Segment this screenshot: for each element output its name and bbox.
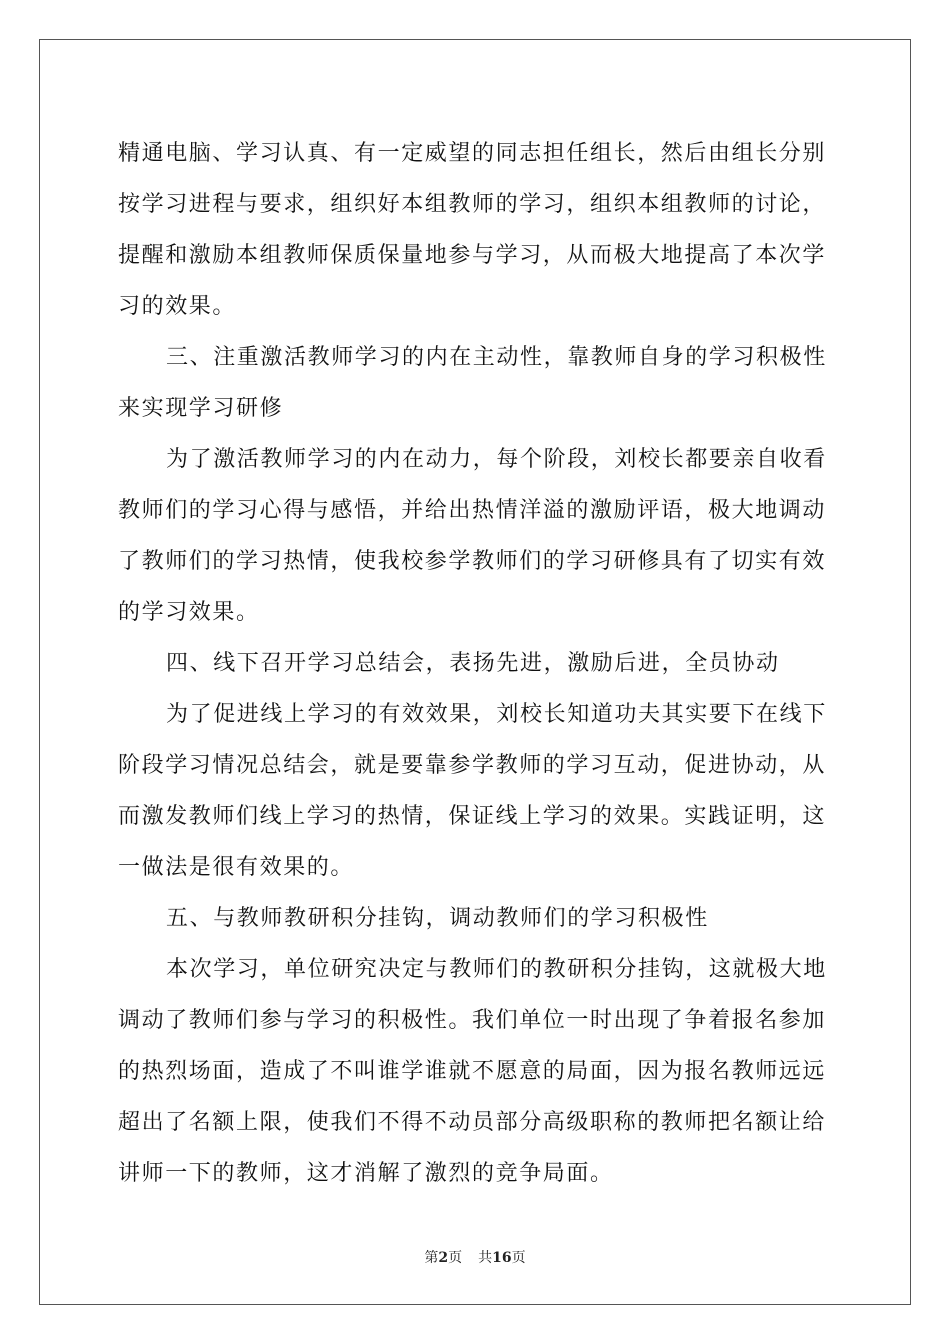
text-line: 本次学习，单位研究决定与教师们的教研积分挂钩，这就极大地: [166, 957, 827, 982]
text-line: 了教师们的学习热情，使我校参学教师们的学习研修具有了切实有效: [118, 549, 827, 574]
text-line: 习的效果。: [118, 294, 237, 319]
page-number: 2: [438, 1250, 449, 1266]
text-line: 阶段学习情况总结会，就是要靠参学教师的学习互动，促进协动，从: [118, 753, 827, 778]
text-line: 一做法是很有效果的。: [118, 855, 355, 880]
text-line: 来实现学习研修: [118, 396, 284, 421]
total-pages: 16: [492, 1250, 512, 1266]
text-line: 为了激活教师学习的内在动力，每个阶段，刘校长都要亲自收看: [166, 447, 827, 472]
text-line: 的热烈场面，造成了不叫谁学谁就不愿意的局面，因为报名教师远远: [118, 1059, 827, 1084]
page-prefix: 第: [424, 1250, 439, 1266]
text-line: 提醒和激励本组教师保质保量地参与学习，从而极大地提高了本次学: [118, 243, 827, 268]
text-line: 的学习效果。: [118, 600, 260, 625]
text-line: 调动了教师们参与学习的积极性。我们单位一时出现了争着报名参加: [118, 1008, 827, 1033]
section-heading-4: 四、线下召开学习总结会，表扬先进，激励后进，全员协动: [166, 651, 780, 676]
section-heading-5: 五、与教师教研积分挂钩，调动教师们的学习积极性: [166, 906, 709, 931]
text-line: 按学习进程与要求，组织好本组教师的学习，组织本组教师的讨论，: [118, 192, 827, 217]
total-prefix: 共: [478, 1250, 493, 1266]
text-line: 超出了名额上限，使我们不得不动员部分高级职称的教师把名额让给: [118, 1110, 827, 1135]
total-suffix: 页: [511, 1250, 526, 1266]
text-line: 而激发教师们线上学习的热情，保证线上学习的效果。实践证明，这: [118, 804, 827, 829]
text-line: 为了促进线上学习的有效效果，刘校长知道功夫其实要下在线下: [166, 702, 827, 727]
text-line: 讲师一下的教师，这才消解了激烈的竞争局面。: [118, 1161, 614, 1186]
page-suffix: 页: [448, 1250, 463, 1266]
text-line: 教师们的学习心得与感悟，并给出热情洋溢的激励评语，极大地调动: [118, 498, 827, 523]
page-footer: [0, 1247, 950, 1267]
document-body: [118, 128, 838, 1199]
section-heading-3: 三、注重激活教师学习的内在主动性，靠教师自身的学习积极性: [166, 345, 827, 370]
text-line: 精通电脑、学习认真、有一定威望的同志担任组长，然后由组长分别: [118, 141, 827, 166]
